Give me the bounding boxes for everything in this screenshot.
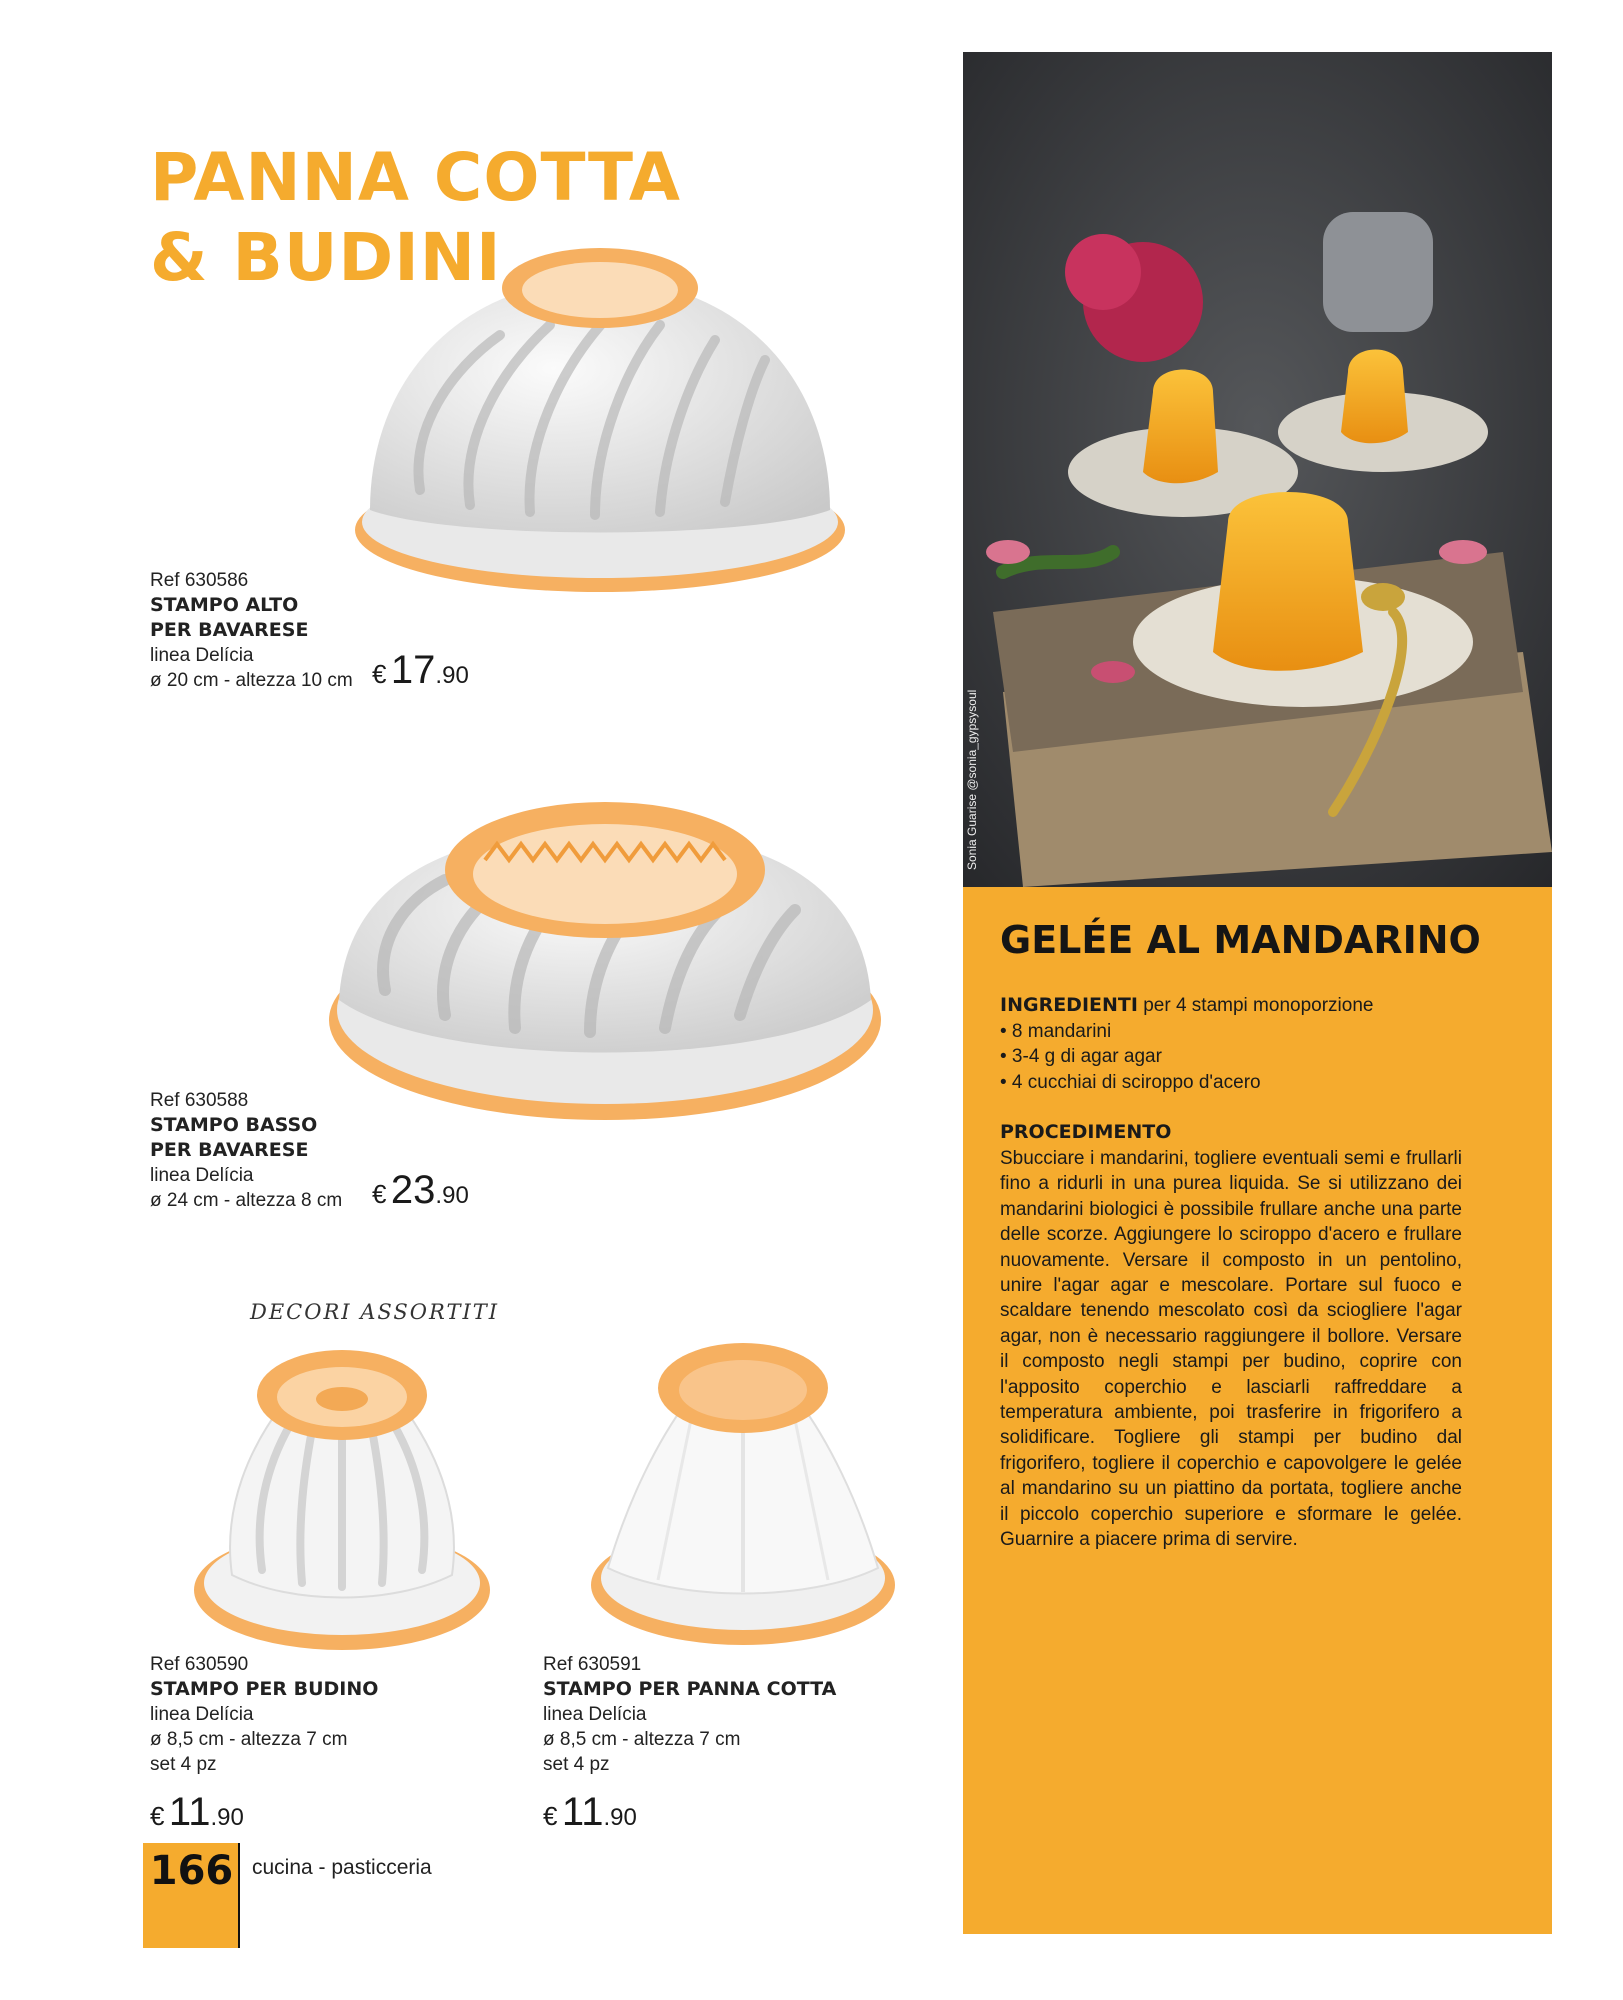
price-cents: .90 xyxy=(603,1804,637,1831)
product-ref: Ref 630588 xyxy=(150,1090,249,1111)
stampo-panna-cotta-image xyxy=(588,1330,898,1655)
headline-line-1: PANNA COTTA xyxy=(150,139,681,216)
product-price xyxy=(543,1790,637,1835)
price-currency: € xyxy=(372,1179,387,1209)
product-size: ø 24 cm - altezza 8 cm xyxy=(150,1190,343,1211)
product-price xyxy=(150,1790,244,1835)
product-name-line-2: PER BAVARESE xyxy=(150,1139,309,1161)
product-line: linea Delícia xyxy=(150,1165,254,1186)
price-currency: € xyxy=(372,659,387,689)
product-line: linea Delícia xyxy=(150,645,254,666)
product-size: ø 20 cm - altezza 10 cm xyxy=(150,670,353,691)
price-integer: 17 xyxy=(390,648,436,692)
product-size: ø 8,5 cm - altezza 7 cm xyxy=(543,1729,741,1750)
product-name: STAMPO BASSO xyxy=(150,1114,318,1136)
ingredient-item: • 8 mandarini xyxy=(1000,1020,1112,1042)
ingredients-intro: per 4 stampi monoporzione xyxy=(1143,995,1374,1016)
product-ref: Ref 630591 xyxy=(543,1654,642,1675)
product-price xyxy=(372,648,469,693)
gelee-photo-illustration xyxy=(963,52,1552,887)
stampo-alto-bavarese-image xyxy=(350,240,850,610)
photo-credit: Sonia Guarise @sonia_gypsysoul xyxy=(965,689,979,870)
price-cents: .90 xyxy=(435,662,469,689)
product-name-line-2: PER BAVARESE xyxy=(150,619,309,641)
stampo-basso-bavarese-image xyxy=(325,770,885,1150)
product-set: set 4 pz xyxy=(150,1754,217,1775)
product-name: STAMPO PER PANNA COTTA xyxy=(543,1678,837,1700)
product-size: ø 8,5 cm - altezza 7 cm xyxy=(150,1729,348,1750)
product-ref: Ref 630586 xyxy=(150,570,249,591)
procedure-text: Sbucciare i mandarini, togliere eventuali semi e frullarli fino a ridurli in una purea liquida. Se si utilizzano dei mandarini biologici è possibile frullare anche una parte delle scorze. Aggiungere lo sciroppo d'acero e frullare nuovamente. Versare il composto in un pentolino, unire l'agar agar e mescolare. Portare sul fuoco e scaldare tenendo mescolato così da sciogliere l'agar agar, non è necessario raggiungere il bollore. Versare il composto negli stampi per budino, coprire con l'apposito coperchio e lasciarli raffreddare a temperatura ambiente, poi trasferire in frigorifero a solidificare. Togliere gli stampi per budino dal frigorifero, togliere il coperchio e capovolgere le gelée al mandarino su un piattino da portata, togliere anche il piccolo coperchio superiore e sformare le gelée. Guarnire a piacere prima di servire. xyxy=(1000,1148,1462,1551)
price-currency: € xyxy=(150,1801,165,1831)
recipe-photo xyxy=(963,52,1552,887)
product-630586 xyxy=(150,568,353,693)
ingredient-item: • 3-4 g di agar agar xyxy=(1000,1046,1162,1067)
headline-line-2: & BUDINI xyxy=(150,219,502,296)
price-integer: 11 xyxy=(168,1790,211,1834)
product-name: STAMPO ALTO xyxy=(150,594,299,616)
price-currency: € xyxy=(543,1801,558,1831)
recipe-ingredients xyxy=(1000,993,1480,1095)
section-name: cucina - pasticceria xyxy=(252,1856,432,1879)
product-630588 xyxy=(150,1088,342,1213)
footer-divider xyxy=(238,1843,240,1948)
procedure-label: PROCEDIMENTO xyxy=(1000,1121,1172,1143)
product-line: linea Delícia xyxy=(543,1704,647,1725)
price-cents: .90 xyxy=(210,1804,244,1831)
product-set: set 4 pz xyxy=(543,1754,610,1775)
recipe-title: GELÉE AL MANDARINO xyxy=(1000,918,1481,962)
price-integer: 11 xyxy=(561,1790,604,1834)
ingredients-heading xyxy=(1000,993,1480,1019)
product-ref: Ref 630590 xyxy=(150,1654,249,1675)
price-cents: .90 xyxy=(435,1182,469,1209)
product-line: linea Delícia xyxy=(150,1704,254,1725)
product-630590 xyxy=(150,1652,378,1777)
page-number: 166 xyxy=(149,1848,234,1894)
product-630591 xyxy=(543,1652,836,1777)
decori-assortiti-note: DECORI ASSORTITI xyxy=(250,1300,500,1324)
price-integer: 23 xyxy=(390,1168,436,1212)
stampo-budino-image xyxy=(192,1335,492,1660)
product-name: STAMPO PER BUDINO xyxy=(150,1678,379,1700)
product-price xyxy=(372,1168,469,1213)
ingredient-item: • 4 cucchiai di sciroppo d'acero xyxy=(1000,1071,1261,1093)
ingredients-label: INGREDIENTI xyxy=(1000,994,1138,1016)
